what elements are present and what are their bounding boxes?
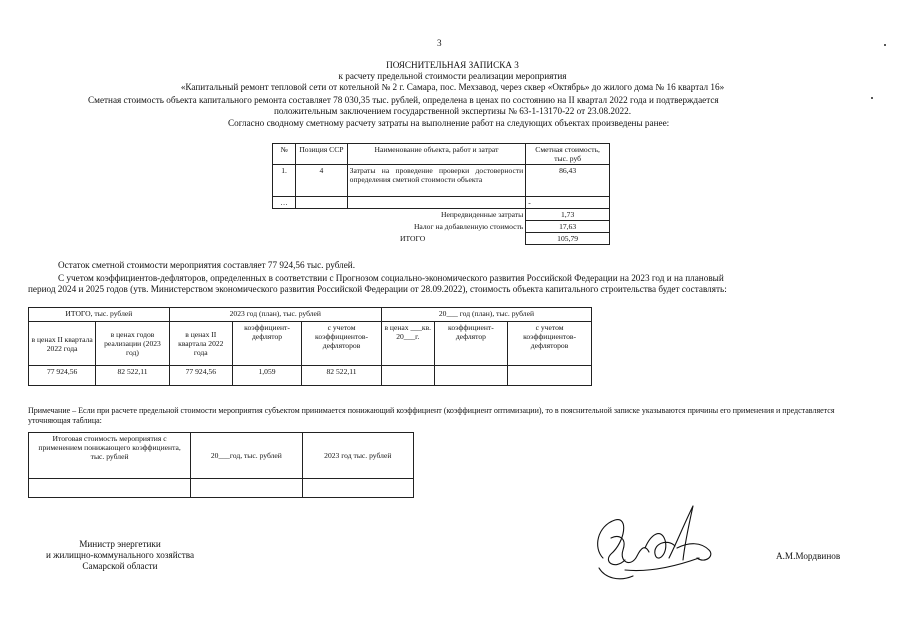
cost-statement: Сметная стоимость объекта капитального ремонта составляет 78 030,35 тыс. рублей, определена в ценах по состоянию на II квартал 2022 года и подтверждается bbox=[88, 95, 719, 105]
sub-header: коэффициент-дефлятор bbox=[232, 322, 301, 366]
value-cell bbox=[302, 479, 413, 498]
group-header-2023: 2023 год (план), тыс. рублей bbox=[169, 308, 381, 322]
page-number: 3 bbox=[437, 38, 442, 48]
sub-header: в ценах II квартала 2022 года bbox=[169, 322, 232, 366]
total-value: 1,73 bbox=[526, 209, 610, 221]
sub-header: коэффициент-дефлятор bbox=[434, 322, 507, 366]
total-label: ИТОГО bbox=[273, 233, 526, 245]
signatory-position: Самарской области bbox=[82, 561, 158, 571]
value-cell bbox=[381, 366, 434, 386]
col-header-cost: Сметная стоимость, тыс. руб bbox=[526, 144, 610, 165]
row-position bbox=[296, 197, 347, 209]
total-value: 17,63 bbox=[526, 221, 610, 233]
signatory-name: А.М.Мордвинов bbox=[776, 551, 841, 561]
sub-header: с учетом коэффициентов-дефляторов bbox=[508, 322, 592, 366]
row-cost: 86,43 bbox=[526, 165, 610, 197]
value-cell: 82 522,11 bbox=[96, 366, 169, 386]
col-header-num: № bbox=[273, 144, 296, 165]
group-header-total: ИТОГО, тыс. рублей bbox=[29, 308, 170, 322]
value-cell bbox=[29, 479, 191, 498]
col-header-final-cost: Итоговая стоимость мероприятия с применением понижающего коэффициента, тыс. рублей bbox=[29, 433, 191, 479]
row-num: … bbox=[273, 197, 296, 209]
row-position: 4 bbox=[296, 165, 347, 197]
value-cell: 77 924,56 bbox=[29, 366, 96, 386]
optimization-note: Примечание – Если при расчете предельной стоимости мероприятия субъектом принимается понижающий коэффициент (коэффициент оптимизации), то в пояснительной записке указываются причины его применения и представляется уточняющая таблица: bbox=[28, 406, 835, 425]
col-header-name: Наименование объекта, работ и затрат bbox=[347, 144, 526, 165]
total-label: Налог на добавленную стоимость bbox=[273, 221, 526, 233]
signatory-position: и жилищно-коммунального хозяйства bbox=[45, 550, 195, 560]
cost-statement-cont: положительным заключением государственной экспертизы № 63-1-13170-22 от 23.08.2022. bbox=[273, 106, 632, 116]
document-title: ПОЯСНИТЕЛЬНАЯ ЗАПИСКА 3 bbox=[386, 60, 519, 70]
value-cell bbox=[508, 366, 592, 386]
deflator-table bbox=[28, 307, 592, 386]
project-name: «Капитальный ремонт тепловой сети от котельной № 2 г. Самара, пос. Мехзавод, через сквер «Октябрь» до жилого дома № 16 квартал 16» bbox=[180, 82, 725, 92]
previous-costs-table bbox=[272, 143, 610, 245]
handwritten-signature bbox=[585, 498, 725, 588]
signatory-position: Министр энергетики bbox=[79, 539, 161, 549]
row-num: 1. bbox=[273, 165, 296, 197]
value-cell: 77 924,56 bbox=[169, 366, 232, 386]
document-subtitle: к расчету предельной стоимости реализации мероприятия bbox=[338, 71, 567, 81]
total-label: Непредвиденные затраты bbox=[273, 209, 526, 221]
scan-speck bbox=[884, 44, 886, 46]
consent-statement: Согласно сводному сметному расчету затраты на выполнение работ на следующих объектах произведены ранее: bbox=[228, 118, 670, 128]
value-cell bbox=[191, 479, 302, 498]
deflator-statement-cont: период 2024 и 2025 годов (утв. Министерством экономического развития Российской Федерации от 28.09.2022), стоимость объекта капитального строительства будет составлять: bbox=[28, 284, 727, 294]
value-cell bbox=[434, 366, 507, 386]
row-name bbox=[347, 197, 526, 209]
row-name: Затраты на проведение проверки достоверности определения сметной стоимости объекта bbox=[347, 165, 526, 197]
sub-header: в ценах II квартала 2022 года bbox=[29, 322, 96, 366]
col-header-position: Позиция ССР bbox=[296, 144, 347, 165]
col-header-20xx: 20___год, тыс. рублей bbox=[191, 433, 302, 479]
row-cost: - bbox=[526, 197, 610, 209]
value-cell: 1,059 bbox=[232, 366, 301, 386]
remainder-statement: Остаток сметной стоимости мероприятия составляет 77 924,56 тыс. рублей. bbox=[58, 260, 356, 270]
total-value: 105,79 bbox=[526, 233, 610, 245]
sub-header: с учетом коэффициентов-дефляторов bbox=[302, 322, 382, 366]
value-cell: 82 522,11 bbox=[302, 366, 382, 386]
sub-header: в ценах ___кв. 20___г. bbox=[381, 322, 434, 366]
group-header-20xx: 20___ год (план), тыс. рублей bbox=[381, 308, 591, 322]
col-header-2023: 2023 год тыс. рублей bbox=[302, 433, 413, 479]
deflator-statement: С учетом коэффициентов-дефляторов, определенных в соответствии с Прогнозом социально-экономического развития Российской Федерации на 2023 год и на плановый bbox=[58, 273, 724, 283]
optimization-table bbox=[28, 432, 414, 498]
sub-header: в ценах годов реализации (2023 год) bbox=[96, 322, 169, 366]
